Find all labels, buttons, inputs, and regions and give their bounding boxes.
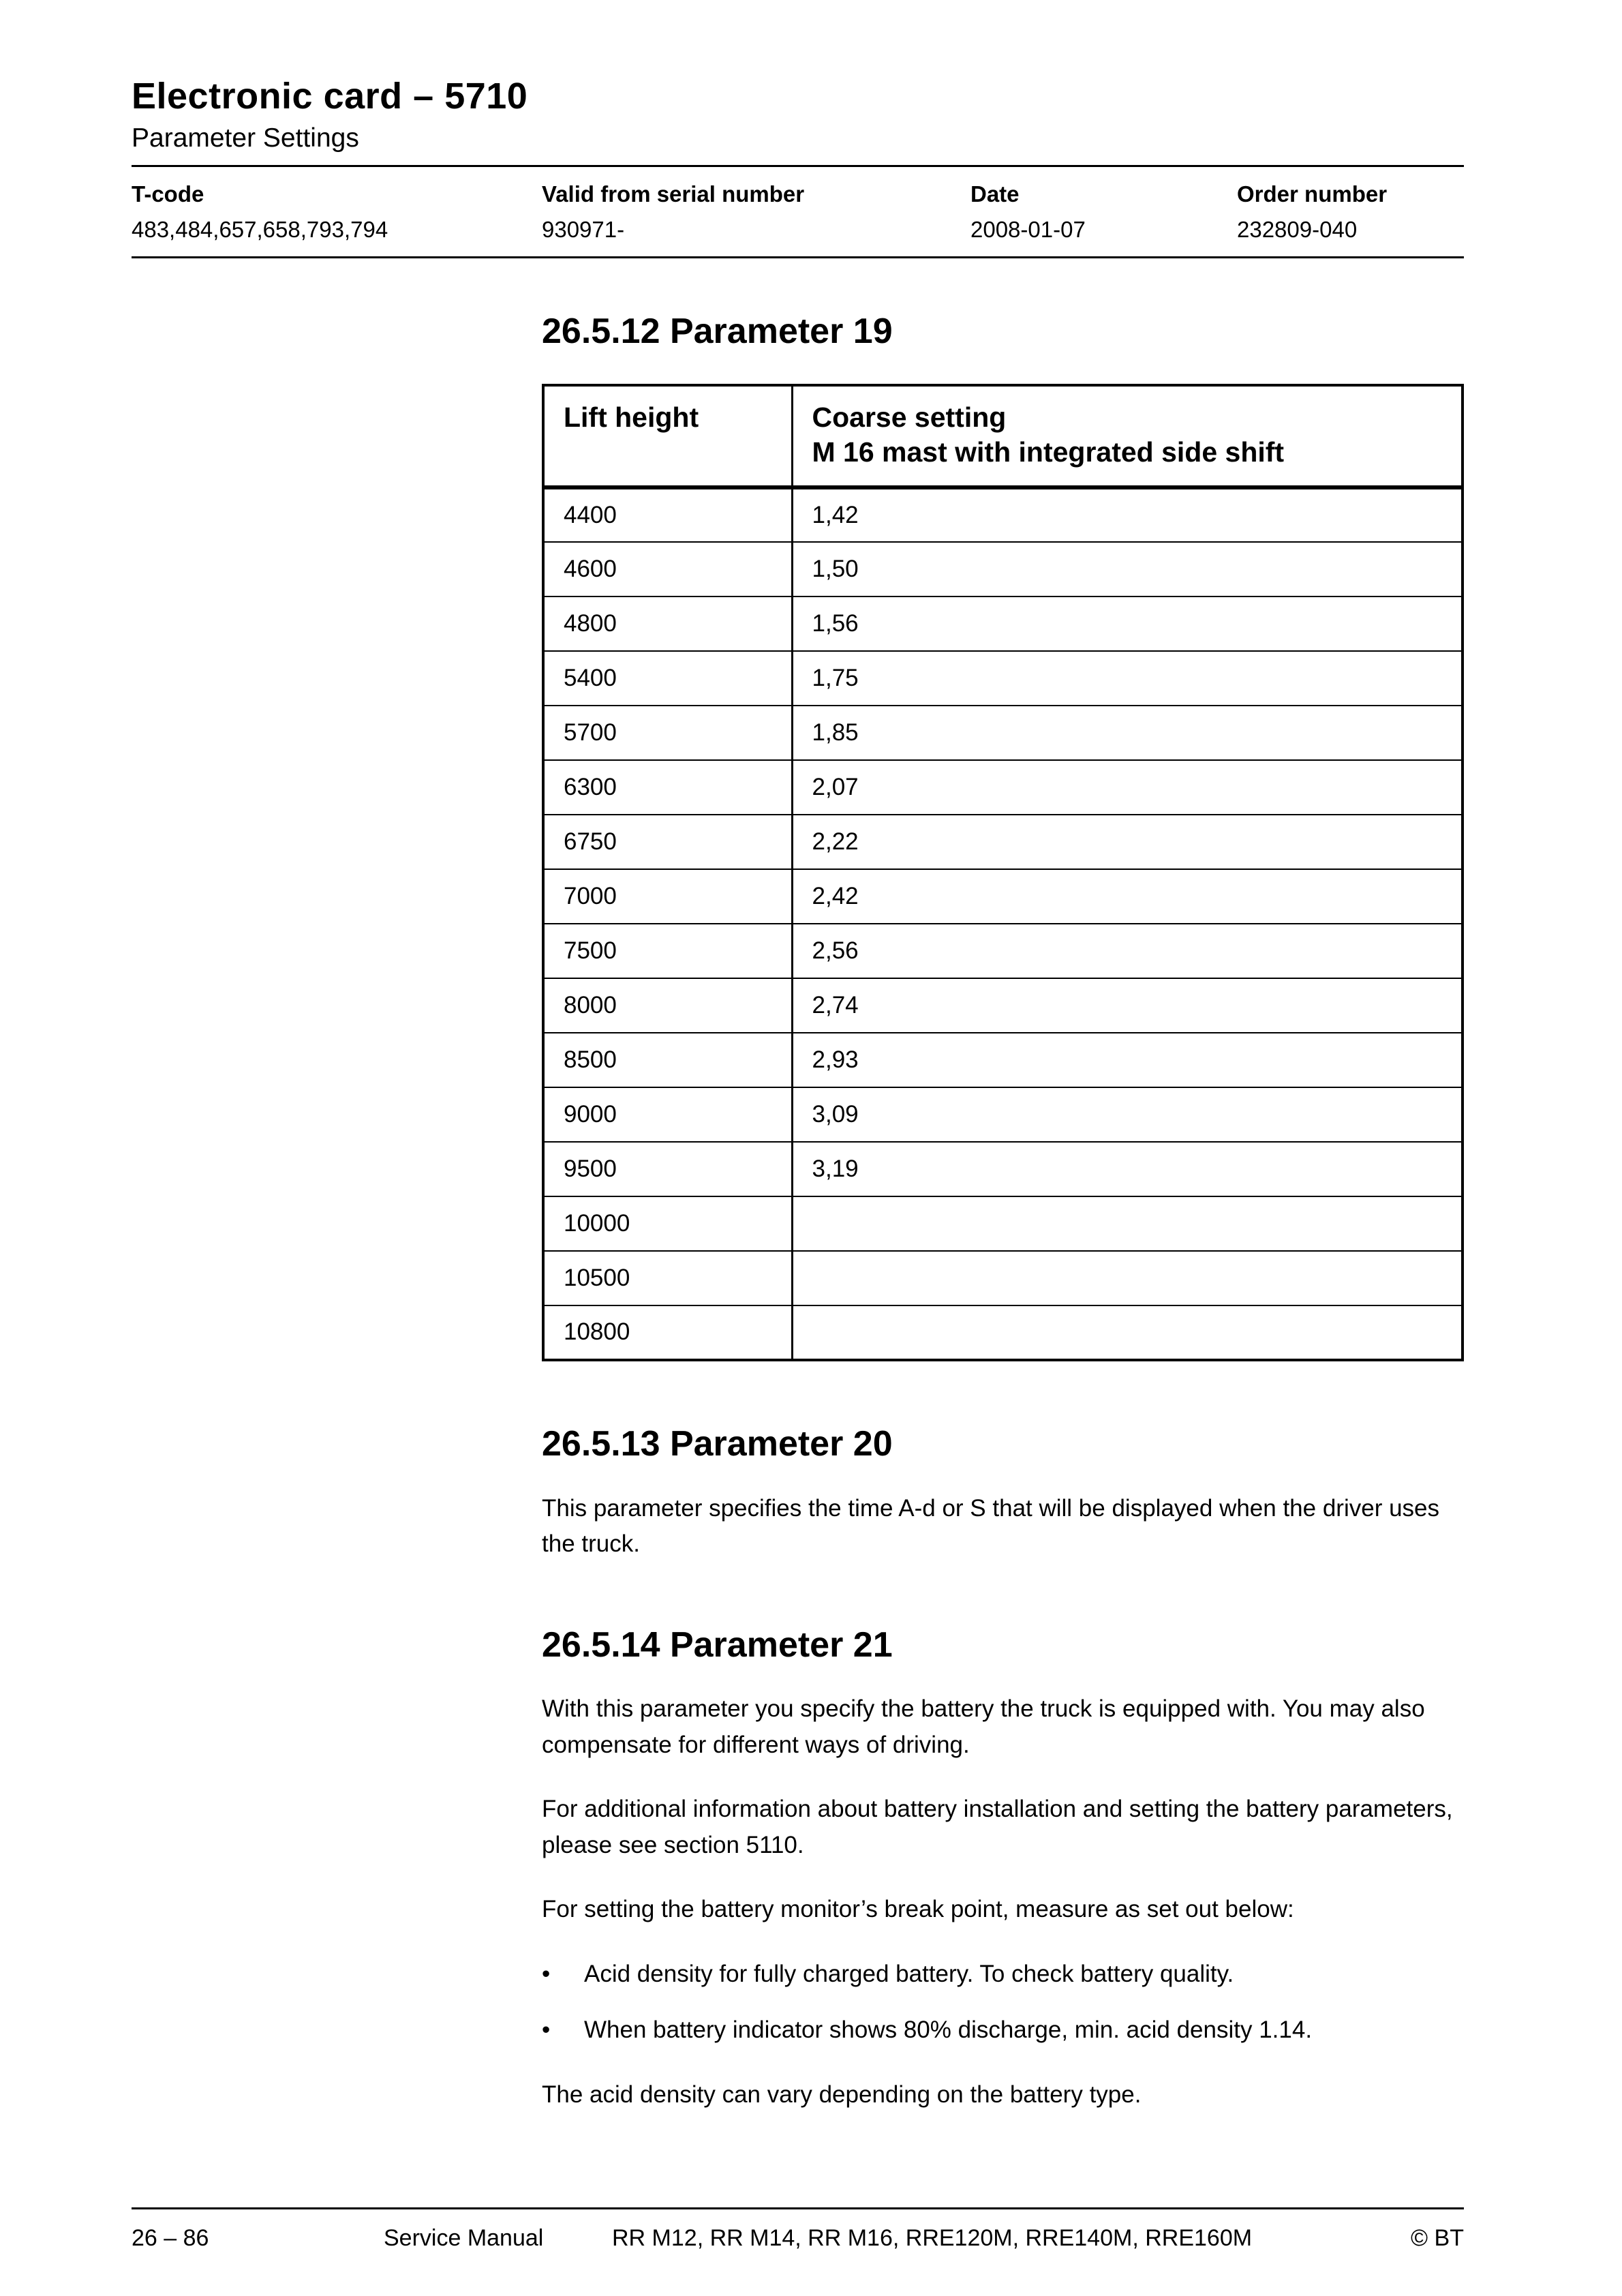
footer-copyright: © BT xyxy=(1411,2225,1464,2251)
meta-tcode xyxy=(132,181,542,243)
footer-row xyxy=(132,2224,1464,2252)
setting-cell: 3,09 xyxy=(792,1087,1463,1142)
header-rule-top xyxy=(132,165,1464,167)
lift-height-cell: 10000 xyxy=(543,1196,792,1251)
meta-date-value: 2008-01-07 xyxy=(970,216,1086,242)
setting-cell: 2,42 xyxy=(792,869,1463,924)
parameter-21-paragraph-3: For setting the battery monitor’s break point, measure as set out below: xyxy=(542,1896,1294,1923)
setting-cell: 2,56 xyxy=(792,924,1463,978)
lift-height-cell: 4800 xyxy=(543,596,792,651)
lift-height-cell: 9000 xyxy=(543,1087,792,1142)
table-row xyxy=(543,1251,1463,1305)
section-parameter-20 xyxy=(542,1424,1464,1562)
document-meta xyxy=(132,181,1464,243)
table-row xyxy=(543,596,1463,651)
setting-cell: 2,07 xyxy=(792,760,1463,815)
bullet-icon: • xyxy=(542,2016,551,2044)
setting-cell xyxy=(792,1251,1463,1305)
meta-order xyxy=(1237,181,1464,243)
list-item xyxy=(542,1957,1464,1993)
setting-cell: 1,56 xyxy=(792,596,1463,651)
list-item-text: When battery indicator shows 80% discharge, min. acid density 1.14. xyxy=(584,2016,1313,2044)
lift-height-cell: 8000 xyxy=(543,978,792,1033)
table-row xyxy=(543,1196,1463,1251)
table-header-lift-height: Lift height xyxy=(543,385,792,487)
table-row xyxy=(543,1087,1463,1142)
table-row xyxy=(543,542,1463,596)
setting-cell: 2,22 xyxy=(792,815,1463,869)
table-row xyxy=(543,1142,1463,1196)
footer-page-number: 26 – 86 xyxy=(132,2225,209,2251)
bullet-icon: • xyxy=(542,1960,551,1987)
table-header-row xyxy=(543,385,1463,487)
setting-cell: 1,75 xyxy=(792,651,1463,706)
table-row xyxy=(543,706,1463,760)
meta-serial-value: 930971- xyxy=(542,216,625,242)
lift-height-cell: 5700 xyxy=(543,706,792,760)
table-row xyxy=(543,869,1463,924)
table-row xyxy=(543,651,1463,706)
setting-cell xyxy=(792,1305,1463,1360)
lift-height-cell: 7500 xyxy=(543,924,792,978)
meta-serial-label: Valid from serial number xyxy=(542,181,805,207)
meta-date xyxy=(970,181,1237,243)
table-row xyxy=(543,924,1463,978)
lift-height-cell: 5400 xyxy=(543,651,792,706)
meta-date-label: Date xyxy=(970,181,1020,207)
page-header xyxy=(132,76,1464,258)
parameter-21-paragraph-1: With this parameter you specify the battery the truck is equipped with. You may also compensate for different ways of driving. xyxy=(542,1695,1425,1758)
document-content xyxy=(542,312,1464,2113)
footer-rule xyxy=(132,2207,1464,2209)
section-heading-parameter-19: 26.5.12 Parameter 19 xyxy=(542,312,893,352)
table-row xyxy=(543,1033,1463,1087)
table-header-coarse-setting-line2: M 16 mast with integrated side shift xyxy=(812,436,1285,468)
table-header-coarse-setting-line1: Coarse setting xyxy=(812,402,1007,434)
section-heading-parameter-20: 26.5.13 Parameter 20 xyxy=(542,1423,893,1464)
setting-cell: 2,93 xyxy=(792,1033,1463,1087)
setting-cell: 1,50 xyxy=(792,542,1463,596)
battery-measure-list xyxy=(542,1957,1464,2049)
table-row xyxy=(543,487,1463,542)
table-row xyxy=(543,760,1463,815)
footer-models: RR M12, RR M14, RR M16, RRE120M, RRE140M, RRE160M xyxy=(612,2225,1253,2251)
table-row xyxy=(543,978,1463,1033)
parameter-21-paragraph-4: The acid density can vary depending on the battery type. xyxy=(542,2081,1142,2108)
lift-height-cell: 6750 xyxy=(543,815,792,869)
lift-height-cell: 10800 xyxy=(543,1305,792,1360)
meta-tcode-value: 483,484,657,658,793,794 xyxy=(132,216,388,242)
document-subtitle: Parameter Settings xyxy=(132,123,359,153)
meta-tcode-label: T-code xyxy=(132,181,204,207)
lift-height-cell: 9500 xyxy=(543,1142,792,1196)
lift-height-cell: 10500 xyxy=(543,1251,792,1305)
meta-serial xyxy=(542,181,970,243)
lift-height-cell: 8500 xyxy=(543,1033,792,1087)
section-parameter-21 xyxy=(542,1625,1464,2113)
setting-cell: 1,85 xyxy=(792,706,1463,760)
lift-height-cell: 7000 xyxy=(543,869,792,924)
lift-height-cell: 4400 xyxy=(543,487,792,542)
list-item xyxy=(542,2012,1464,2049)
setting-cell xyxy=(792,1196,1463,1251)
parameter-21-paragraph-2: For additional information about battery installation and setting the battery parameters, please see section 5110. xyxy=(542,1796,1453,1858)
meta-order-value: 232809-040 xyxy=(1237,216,1358,242)
section-parameter-19 xyxy=(542,312,1464,1361)
parameter-20-paragraph: This parameter specifies the time A-d or S that will be displayed when the driver uses the truck. xyxy=(542,1494,1440,1558)
page-footer xyxy=(132,2207,1464,2252)
table-row xyxy=(543,1305,1463,1360)
footer-document-name: Service Manual xyxy=(384,2225,544,2251)
table-row xyxy=(543,815,1463,869)
document-title: Electronic card – 5710 xyxy=(132,76,528,117)
lift-height-cell: 4600 xyxy=(543,542,792,596)
header-rule-bottom xyxy=(132,256,1464,258)
lift-height-cell: 6300 xyxy=(543,760,792,815)
lift-height-table xyxy=(542,384,1464,1361)
setting-cell: 3,19 xyxy=(792,1142,1463,1196)
section-heading-parameter-21: 26.5.14 Parameter 21 xyxy=(542,1625,893,1665)
list-item-text: Acid density for fully charged battery. To check battery quality. xyxy=(584,1960,1234,1987)
setting-cell: 2,74 xyxy=(792,978,1463,1033)
table-header-coarse-setting xyxy=(792,385,1463,487)
meta-order-label: Order number xyxy=(1237,181,1388,207)
setting-cell: 1,42 xyxy=(792,487,1463,542)
